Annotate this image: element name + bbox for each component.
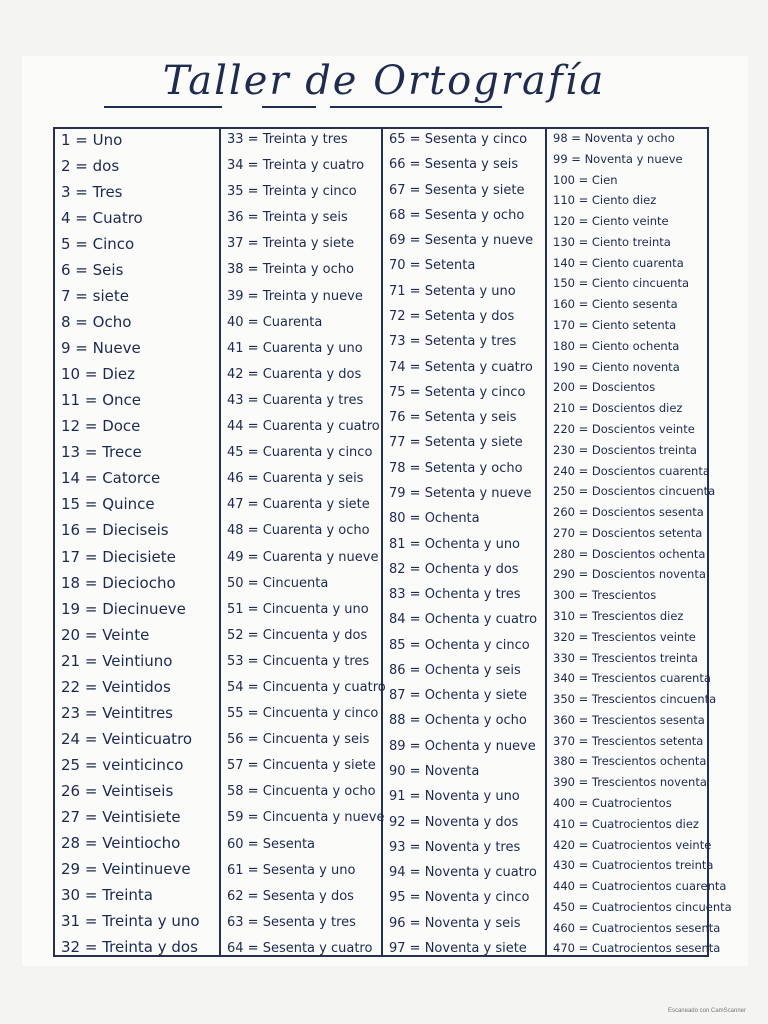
number-entry: 10 = Diez xyxy=(61,365,136,384)
number-entry: 53 = Cincuenta y tres xyxy=(227,653,370,669)
number-entry: 74 = Setenta y cuatro xyxy=(389,359,533,375)
number-entry: 23 = Veintitres xyxy=(61,703,174,722)
number-entry: 200 = Doscientos xyxy=(553,380,656,395)
number-entry: 35 = Treinta y cinco xyxy=(227,184,357,200)
number-entry: 95 = Noventa y cinco xyxy=(389,890,530,906)
number-entry: 7 = siete xyxy=(61,287,129,306)
number-entry: 360 = Trescientos sesenta xyxy=(553,712,705,727)
number-entry: 260 = Doscientos sesenta xyxy=(553,505,704,520)
number-entry: 87 = Ochenta y siete xyxy=(389,688,528,704)
number-entry: 78 = Setenta y ocho xyxy=(389,460,523,476)
number-entry: 310 = Trescientos diez xyxy=(553,608,684,623)
number-entry: 430 = Cuatrocientos treinta xyxy=(553,858,714,873)
number-entry: 98 = Noventa y ocho xyxy=(553,131,675,145)
number-entry: 65 = Sesenta y cinco xyxy=(389,132,528,147)
number-entry: 230 = Doscientos treinta xyxy=(553,442,697,457)
number-entry: 29 = Veintinueve xyxy=(61,859,191,878)
number-entry: 8 = Ocho xyxy=(61,313,132,332)
number-entry: 270 = Doscientos setenta xyxy=(553,525,703,540)
numbers-table xyxy=(53,127,732,957)
number-entry: 3 = Tres xyxy=(61,183,123,202)
number-entry: 280 = Doscientos ochenta xyxy=(553,546,706,561)
number-entry: 20 = Veinte xyxy=(61,625,150,644)
number-entry: 400 = Cuatrocientos xyxy=(553,796,672,810)
number-entry: 210 = Doscientos diez xyxy=(553,401,683,416)
number-entry: 48 = Cuarenta y ocho xyxy=(227,523,370,539)
number-entry: 410 = Cuatrocientos diez xyxy=(553,816,699,831)
number-entry: 11 = Once xyxy=(61,391,141,410)
number-entry: 76 = Setenta y seis xyxy=(389,410,517,426)
number-entry: 40 = Cuarenta xyxy=(227,314,323,330)
number-entry: 45 = Cuarenta y cinco xyxy=(227,445,373,461)
number-entry: 170 = Ciento setenta xyxy=(553,318,677,333)
number-entry: 41 = Cuarenta y uno xyxy=(227,340,363,356)
number-entry: 21 = Veintiuno xyxy=(61,651,173,670)
number-entry: 100 = Cien xyxy=(553,172,618,187)
number-entry: 55 = Cincuenta y cinco xyxy=(227,706,379,722)
scanner-watermark: Escaneado con CamScanner xyxy=(667,1008,746,1014)
number-entry: 9 = Nueve xyxy=(61,339,141,358)
number-entry: 72 = Setenta y dos xyxy=(389,308,515,324)
number-entry: 33 = Treinta y tres xyxy=(227,132,348,147)
number-entry: 2 = dos xyxy=(61,157,120,176)
number-entry: 68 = Sesenta y ocho xyxy=(389,207,525,223)
number-entry: 440 = Cuatrocientos cuarenta xyxy=(553,879,727,894)
number-entry: 190 = Ciento noventa xyxy=(553,359,680,374)
number-entry: 18 = Dieciocho xyxy=(61,573,176,592)
title-underline-ortografia xyxy=(330,106,502,108)
number-entry: 96 = Noventa y seis xyxy=(389,915,521,931)
number-entry: 91 = Noventa y uno xyxy=(389,789,520,805)
number-entry: 38 = Treinta y ocho xyxy=(227,262,354,278)
number-entry: 470 = Cuatrocientos sesenta xyxy=(553,941,721,956)
number-entry: 110 = Ciento diez xyxy=(553,193,657,208)
number-entry: 71 = Setenta y uno xyxy=(389,283,516,299)
number-entry: 24 = Veinticuatro xyxy=(61,729,193,748)
number-entry: 34 = Treinta y cuatro xyxy=(227,158,365,174)
number-entry: 47 = Cuarenta y siete xyxy=(227,497,370,513)
column-4 xyxy=(547,129,732,956)
number-entry: 83 = Ochenta y tres xyxy=(389,587,521,603)
page-title: Taller de Ortografía xyxy=(162,58,606,104)
number-entry: 56 = Cincuenta y seis xyxy=(227,732,370,748)
number-entry: 14 = Catorce xyxy=(61,469,161,488)
number-entry: 16 = Dieciseis xyxy=(61,521,169,540)
number-entry: 350 = Trescientos cincuenta xyxy=(553,692,717,707)
number-entry: 44 = Cuarenta y cuatro xyxy=(227,419,380,435)
number-entry: 81 = Ochenta y uno xyxy=(389,536,521,552)
number-entry: 62 = Sesenta y dos xyxy=(227,888,354,904)
number-entry: 31 = Treinta y uno xyxy=(61,911,200,930)
number-entry: 22 = Veintidos xyxy=(61,677,171,696)
number-entry: 150 = Ciento cincuenta xyxy=(553,276,690,291)
number-entry: 75 = Setenta y cinco xyxy=(389,384,526,400)
number-entry: 380 = Trescientos ochenta xyxy=(553,754,707,769)
number-entry: 73 = Setenta y tres xyxy=(389,334,517,350)
number-entry: 390 = Trescientos noventa xyxy=(553,775,707,790)
number-entry: 30 = Treinta xyxy=(61,885,153,904)
number-entry: 99 = Noventa y nueve xyxy=(553,151,683,166)
number-entry: 52 = Cincuenta y dos xyxy=(227,627,368,643)
number-entry: 220 = Doscientos veinte xyxy=(553,421,695,436)
number-entry: 39 = Treinta y nueve xyxy=(227,288,363,304)
number-entry: 92 = Noventa y dos xyxy=(389,814,519,830)
number-entry: 4 = Cuatro xyxy=(61,209,143,228)
number-entry: 97 = Noventa y siete xyxy=(389,941,527,956)
column-2 xyxy=(221,129,386,956)
number-entry: 60 = Sesenta xyxy=(227,836,316,852)
number-entry: 15 = Quince xyxy=(61,495,155,514)
number-entry: 32 = Treinta y dos xyxy=(61,937,198,956)
number-entry: 46 = Cuarenta y seis xyxy=(227,471,364,487)
number-entry: 12 = Doce xyxy=(61,417,141,436)
number-entry: 79 = Setenta y nueve xyxy=(389,485,532,501)
number-entry: 130 = Ciento treinta xyxy=(553,234,671,249)
number-entry: 67 = Sesenta y siete xyxy=(389,182,525,198)
number-entry: 80 = Ochenta xyxy=(389,511,480,527)
number-entry: 320 = Trescientos veinte xyxy=(553,629,696,644)
number-entry: 50 = Cincuenta xyxy=(227,575,329,591)
number-entry: 26 = Veintiseis xyxy=(61,781,174,800)
number-entry: 49 = Cuarenta y nueve xyxy=(227,549,379,565)
number-entry: 88 = Ochenta y ocho xyxy=(389,713,527,729)
column-1 xyxy=(55,129,221,955)
number-entry: 25 = veinticinco xyxy=(61,755,184,774)
number-entry: 58 = Cincuenta y ocho xyxy=(227,784,376,800)
number-entry: 66 = Sesenta y seis xyxy=(389,157,519,173)
number-entry: 330 = Trescientos treinta xyxy=(553,650,698,665)
number-entry: 64 = Sesenta y cuatro xyxy=(227,940,373,956)
number-entry: 13 = Trece xyxy=(61,443,142,462)
number-entry: 54 = Cincuenta y cuatro xyxy=(227,679,386,695)
number-entry: 28 = Veintiocho xyxy=(61,833,181,852)
number-entry: 36 = Treinta y seis xyxy=(227,210,348,226)
number-entry: 1 = Uno xyxy=(61,131,123,149)
number-entry: 82 = Ochenta y dos xyxy=(389,561,519,577)
number-entry: 290 = Doscientos noventa xyxy=(553,567,706,582)
number-entry: 90 = Noventa xyxy=(389,764,480,780)
number-entry: 86 = Ochenta y seis xyxy=(389,662,521,678)
title-underline-taller xyxy=(104,106,222,108)
column-3 xyxy=(383,129,547,955)
number-entry: 340 = Trescientos cuarenta xyxy=(553,671,711,686)
number-entry: 250 = Doscientos cincuenta xyxy=(553,484,716,499)
number-entry: 77 = Setenta y siete xyxy=(389,435,523,451)
number-entry: 85 = Ochenta y cinco xyxy=(389,637,530,653)
number-entry: 300 = Trescientos xyxy=(553,588,657,603)
number-entry: 57 = Cincuenta y siete xyxy=(227,758,376,774)
number-entry: 19 = Diecinueve xyxy=(61,599,186,618)
number-entry: 160 = Ciento sesenta xyxy=(553,297,678,312)
number-entry: 89 = Ochenta y nueve xyxy=(389,738,536,754)
number-entry: 120 = Ciento veinte xyxy=(553,214,669,229)
number-entry: 180 = Ciento ochenta xyxy=(553,338,680,353)
number-entry: 460 = Cuatrocientos sesenta xyxy=(553,920,721,935)
number-entry: 63 = Sesenta y tres xyxy=(227,914,356,930)
number-entry: 370 = Trescientos setenta xyxy=(553,733,704,748)
title-underline-de xyxy=(262,106,316,108)
number-entry: 5 = Cinco xyxy=(61,235,135,254)
number-entry: 84 = Ochenta y cuatro xyxy=(389,612,538,628)
number-entry: 43 = Cuarenta y tres xyxy=(227,392,364,408)
number-entry: 51 = Cincuenta y uno xyxy=(227,601,369,617)
number-entry: 240 = Doscientos cuarenta xyxy=(553,463,710,478)
number-entry: 94 = Noventa y cuatro xyxy=(389,865,537,881)
number-entry: 93 = Noventa y tres xyxy=(389,839,521,855)
number-entry: 27 = Veintisiete xyxy=(61,807,181,826)
number-entry: 42 = Cuarenta y dos xyxy=(227,366,362,382)
number-entry: 140 = Ciento cuarenta xyxy=(553,255,684,270)
number-entry: 37 = Treinta y siete xyxy=(227,236,355,252)
number-entry: 450 = Cuatrocientos cincuenta xyxy=(553,899,732,914)
number-entry: 61 = Sesenta y uno xyxy=(227,862,356,878)
number-entry: 420 = Cuatrocientos veinte xyxy=(553,837,712,852)
number-entry: 69 = Sesenta y nueve xyxy=(389,233,534,249)
number-entry: 17 = Diecisiete xyxy=(61,547,176,566)
number-entry: 70 = Setenta xyxy=(389,258,476,274)
number-entry: 59 = Cincuenta y nueve xyxy=(227,810,385,826)
number-entry: 6 = Seis xyxy=(61,261,124,280)
